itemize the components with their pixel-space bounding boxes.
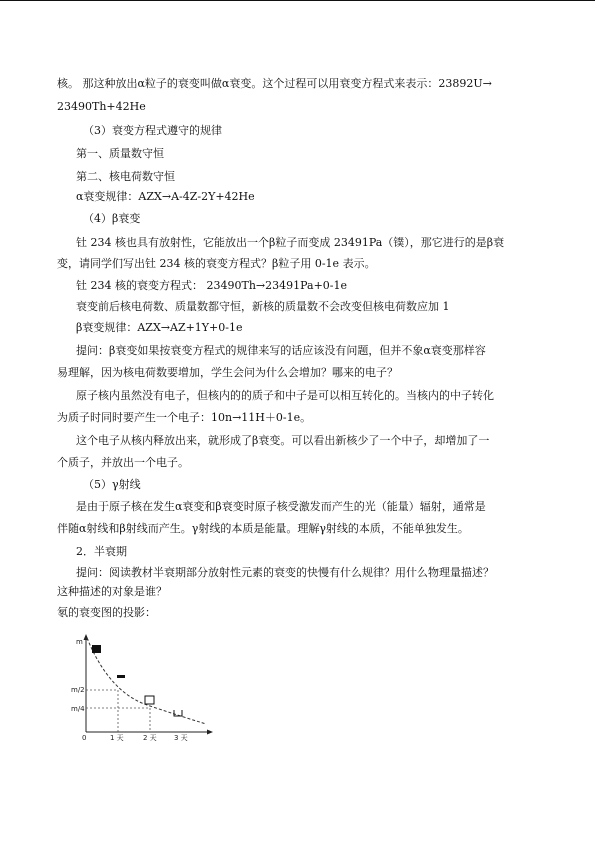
decay-curve xyxy=(87,638,206,724)
text-line-10: 钍 234 核的衰变方程式： 23490Th→23491Pa+0-1e xyxy=(76,279,348,292)
section-heading-4: （4）β衰变 xyxy=(83,212,141,225)
section-heading-half-life: 2．半衰期 xyxy=(76,545,127,558)
text-line-6: α衰变规律：AZX→A-4Z-2Y+42He xyxy=(76,190,255,203)
section-heading-5: （5）γ射线 xyxy=(83,478,141,491)
text-line-23: 提问：阅读教材半衰期部分放射性元素的衰变的快慢有什么规律？用什么物理量描述？ xyxy=(76,566,494,579)
x-tick-2: 2 天 xyxy=(143,734,157,742)
text-line-5: 第二、核电荷数守恒 xyxy=(76,170,175,183)
text-line-2: 23490Th+42He xyxy=(57,100,146,113)
sample-block-full xyxy=(92,645,101,653)
text-line-16: 为质子时同时要产生一个电子：10n→11H＋0-1e。 xyxy=(57,411,312,424)
text-line-4: 第一、质量数守恒 xyxy=(76,147,164,160)
text-line-9: 变，请同学们写出钍 234 核的衰变方程式？β粒子用 0-1e 表示。 xyxy=(57,257,376,270)
text-line-13: 提问：β衰变如果按衰变方程式的规律来写的话应该没有问题，但并不象α衰变那样容 xyxy=(76,344,486,357)
sample-block-quarter xyxy=(145,696,154,704)
y-axis-label: m xyxy=(76,638,83,646)
x-axis-arrow xyxy=(207,730,213,735)
radon-decay-figure xyxy=(70,632,220,744)
figure-caption: 氡的衰变图的投影： xyxy=(57,606,156,619)
y-mark-half: m/2 xyxy=(71,686,85,694)
text-line-15: 原子核内虽然没有电子，但核内的的质子和中子是可以相互转化的。当核内的中子转化 xyxy=(76,389,494,402)
x-tick-3: 3 天 xyxy=(174,734,188,742)
text-line-11: 衰变前后核电荷数、质量数都守恒，新核的质量数不会改变但核电荷数应加 1 xyxy=(76,300,450,313)
text-line-24: 这种描述的对象是谁？ xyxy=(57,585,167,598)
x-tick-0: 0 xyxy=(82,734,87,742)
y-mark-quarter: m/4 xyxy=(71,705,85,713)
x-tick-1: 1 天 xyxy=(110,734,124,742)
text-line-14: 易理解，因为核电荷数要增加，学生会问为什么会增加？哪来的电子？ xyxy=(57,366,398,379)
text-line-17: 这个电子从核内释放出来，就形成了β衰变。可以看出新核少了一个中子，却增加了一 xyxy=(76,434,490,447)
text-line-21: 伴随α射线和β射线而产生。γ射线的本质是能量。理解γ射线的本质，不能单独发生。 xyxy=(57,522,469,535)
text-line-20: 是由于原子核在发生α衰变和β衰变时原子核受激发而产生的光（能量）辐射，通常是 xyxy=(76,500,486,513)
text-line-8: 钍 234 核也具有放射性，它能放出一个β粒子而变成 23491Pa（镤），那它进行的是β衰 xyxy=(76,236,505,249)
section-heading-3: （3）衰变方程式遵守的规律 xyxy=(83,124,222,137)
sample-block-half xyxy=(117,675,125,678)
text-line-1: 核。 那这种放出α粒子的衰变叫做α衰变。这个过程可以用衰变方程式来表示：23892U→ xyxy=(57,77,492,90)
text-line-12: β衰变规律：AZX→AZ+1Y+0-1e xyxy=(76,321,243,334)
text-line-18: 个质子，并放出一个电子。 xyxy=(57,456,189,469)
